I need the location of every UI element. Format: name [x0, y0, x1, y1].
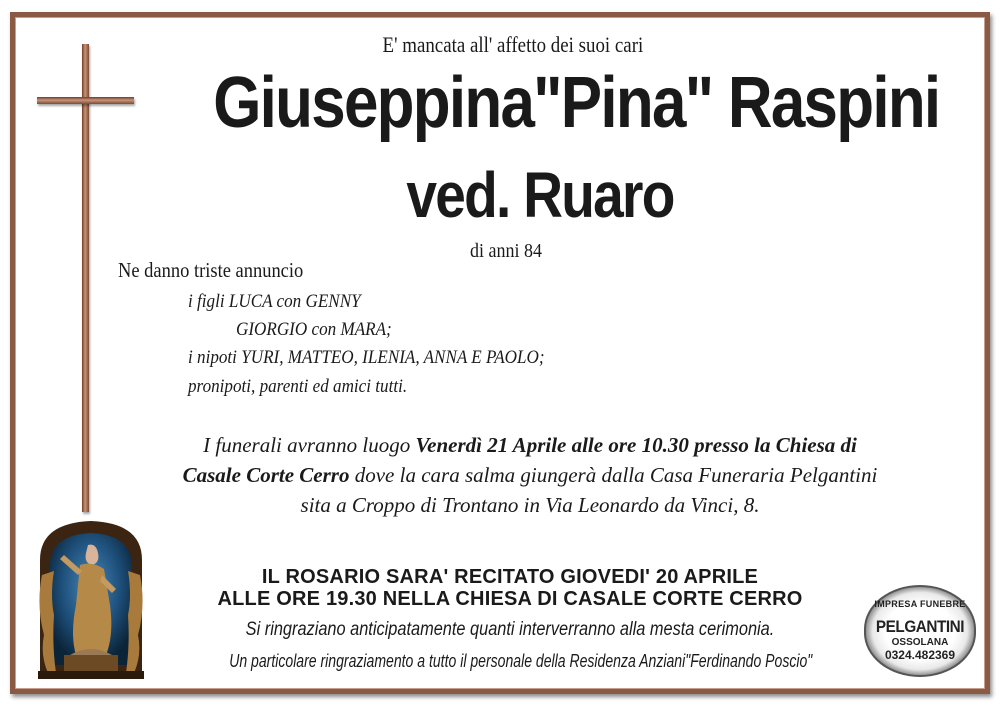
family-line: i nipoti YURI, MATTEO, ILENIA, ANNA E PAOLO;: [188, 347, 545, 368]
funeral-church: Casale Corte Cerro: [182, 463, 350, 487]
funeral-info-line-1: [140, 433, 920, 458]
statue-image: [30, 515, 152, 680]
announcement-heading: Ne danno triste annuncio: [118, 258, 304, 282]
family-line: i figli LUCA con GENNY: [188, 291, 361, 312]
deceased-age: di anni 84: [470, 240, 542, 262]
intro-text: E' mancata all' affetto dei suoi cari: [382, 32, 644, 57]
funeral-text: dove la cara salma giungerà dalla Casa Funeraria Pelgantini: [349, 463, 878, 487]
funeral-text: I funerali avranno luogo: [203, 433, 416, 457]
logo-tagline: IMPRESA FUNEBRE: [874, 599, 966, 609]
logo-city: OSSOLANA: [891, 637, 949, 648]
cross-icon: [82, 44, 89, 512]
funeral-home-logo: [864, 585, 976, 677]
rosary-line-2: ALLE ORE 19.30 NELLA CHIESA DI CASALE CORTE CERRO: [217, 588, 803, 610]
deceased-name: Giuseppina"Pina" Raspini: [213, 63, 940, 143]
logo-name: PELGANTINI: [875, 617, 965, 636]
thanks-line-2: Un particolare ringraziamento a tutto il personale della Residenza Anziani"Ferdinando Poscio": [229, 651, 813, 671]
funeral-date-time: Venerdì 21 Aprile alle ore 10.30 presso la Chiesa di: [415, 433, 857, 457]
cross-icon-bar: [37, 97, 134, 104]
family-line: GIORGIO con MARA;: [236, 319, 392, 340]
funeral-info-line-2: [140, 463, 920, 488]
logo-phone: 0324.482369: [884, 648, 956, 662]
family-line: pronipoti, parenti ed amici tutti.: [188, 376, 408, 397]
funeral-address: sita a Croppo di Trontano in Via Leonardo da Vinci, 8.: [300, 493, 760, 517]
thanks-line-1: Si ringraziano anticipatamente quanti interverranno alla mesta cerimonia.: [245, 619, 775, 640]
rosary-line-1: IL ROSARIO SARA' RECITATO GIOVEDI' 20 APRILE: [261, 566, 759, 588]
deceased-married-name: ved. Ruaro: [406, 159, 674, 231]
